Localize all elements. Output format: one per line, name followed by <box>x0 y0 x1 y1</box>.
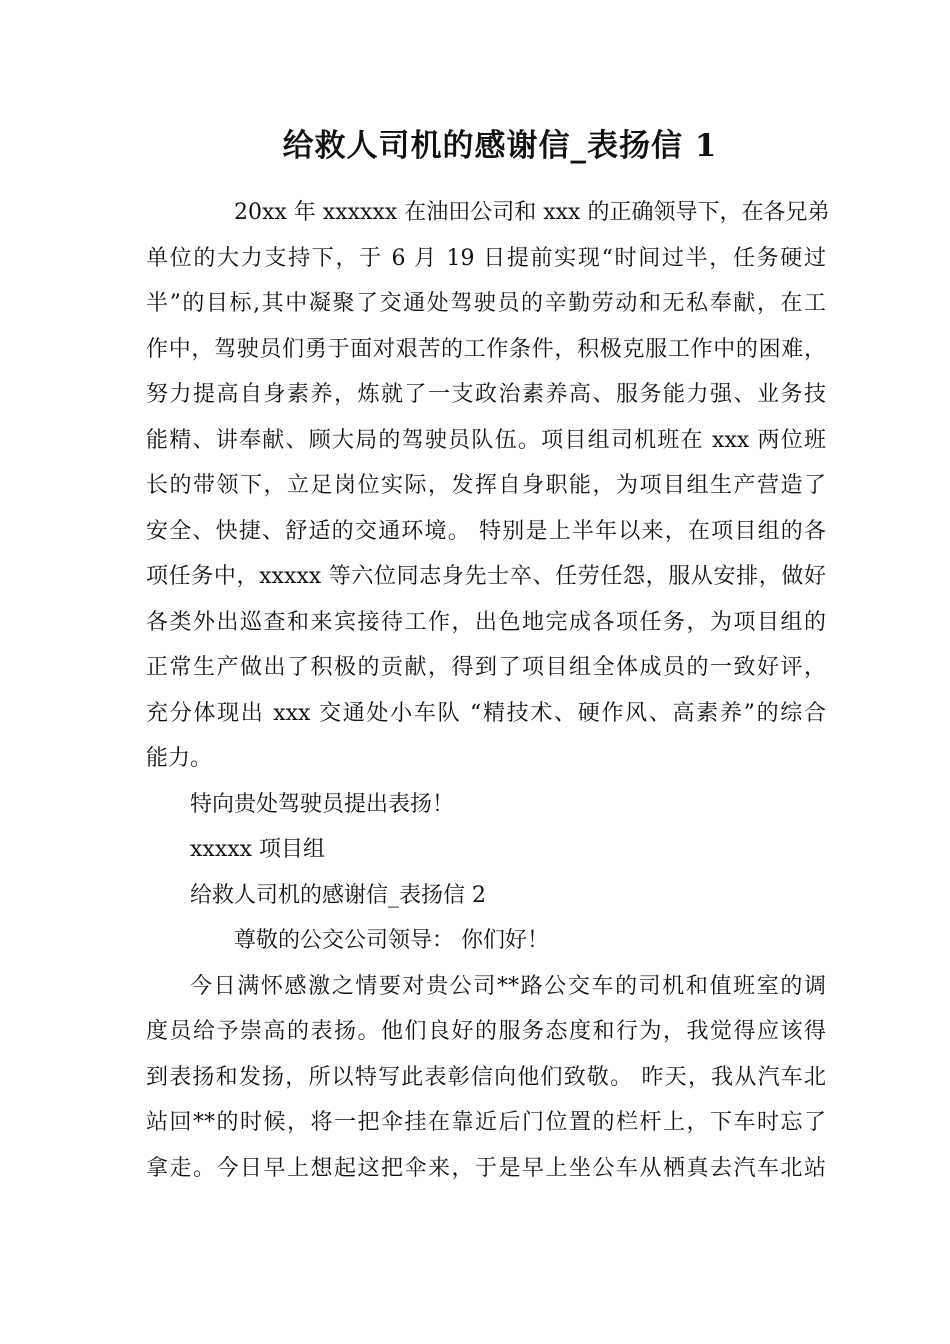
letter1-line: 长的带领下，立足岗位实际，发挥自身职能，为项目组生产营造了 <box>146 473 826 498</box>
letter1-line: 正常生产做出了积极的贡献，得到了项目组全体成员的一致好评， <box>146 655 826 680</box>
letter2-line: 到表扬和发扬，所以特写此表彰信向他们致敬。 昨天，我从汽车北 <box>146 1064 826 1090</box>
letter1-line: 各类外出巡查和来宾接待工作，出色地完成各项任务，为项目组的 <box>146 609 826 635</box>
signature-paragraph <box>146 827 826 873</box>
letter2-title-paragraph <box>146 873 826 919</box>
letter1-line: 充分体现出 xxx 交通处小车队 “精技术、硬作风、高素养”的综合 <box>146 700 826 726</box>
greeting-text: 尊敬的公交公司领导： 你们好！ <box>234 928 549 953</box>
letter1-line: 半”的目标,其中凝聚了交通处驾驶员的辛勤劳动和无私奉献，在工 <box>146 291 826 316</box>
letter1-line: 项任务中，xxxxx 等六位同志身先士卒、任劳任怨，服从安排，做好 <box>146 564 826 589</box>
letter1-paragraph <box>146 190 830 782</box>
letter1-line: 能精、讲奉献、顾大局的驾驶员队伍。项目组司机班在 xxx 两位班 <box>146 427 826 453</box>
commendation-paragraph <box>146 782 826 828</box>
letter1-line: 单位的大力支持下，于 6 月 19 日提前实现“时间过半，任务硬过 <box>146 245 826 271</box>
letter1-line: 努力提高自身素养，炼就了一支政治素养高、服务能力强、业务技 <box>146 382 826 407</box>
letter2-line: 今日满怀感激之情要对贵公司**路公交车的司机和值班室的调 <box>190 973 826 999</box>
document-title: 给救人司机的感谢信_表扬信 1 <box>282 128 718 164</box>
letter2-line: 度员给予崇高的表扬。他们良好的服务态度和行为，我觉得应该得 <box>146 1019 826 1044</box>
letter2-line: 拿走。今日早上想起这把伞来，于是早上坐公车从栖真去汽车北站 <box>146 1155 826 1181</box>
letter2-line: 站回**的时候，将一把伞挂在靠近后门位置的栏杆上，下车时忘了 <box>146 1110 826 1135</box>
letter1-line: 作中，驾驶员们勇于面对艰苦的工作条件，积极克服工作中的困难， <box>146 336 826 362</box>
letter2-title: 给救人司机的感谢信_表扬信 2 <box>190 882 486 908</box>
commendation-text: 特向贵处驾驶员提出表扬！ <box>190 791 455 817</box>
letter1-line: 20xx 年 xxxxxx 在油田公司和 xxx 的正确领导下，在各兄弟 <box>234 200 830 225</box>
letter1-line: 能力。 <box>146 746 213 771</box>
letter1-line: 安全、快捷、舒适的交通环境。 特别是上半年以来，在项目组的各 <box>146 518 826 544</box>
letter2-paragraph <box>146 964 826 1192</box>
signature-text: xxxxx 项目组 <box>190 837 326 862</box>
greeting-paragraph <box>146 918 826 964</box>
document-body <box>146 190 830 1191</box>
